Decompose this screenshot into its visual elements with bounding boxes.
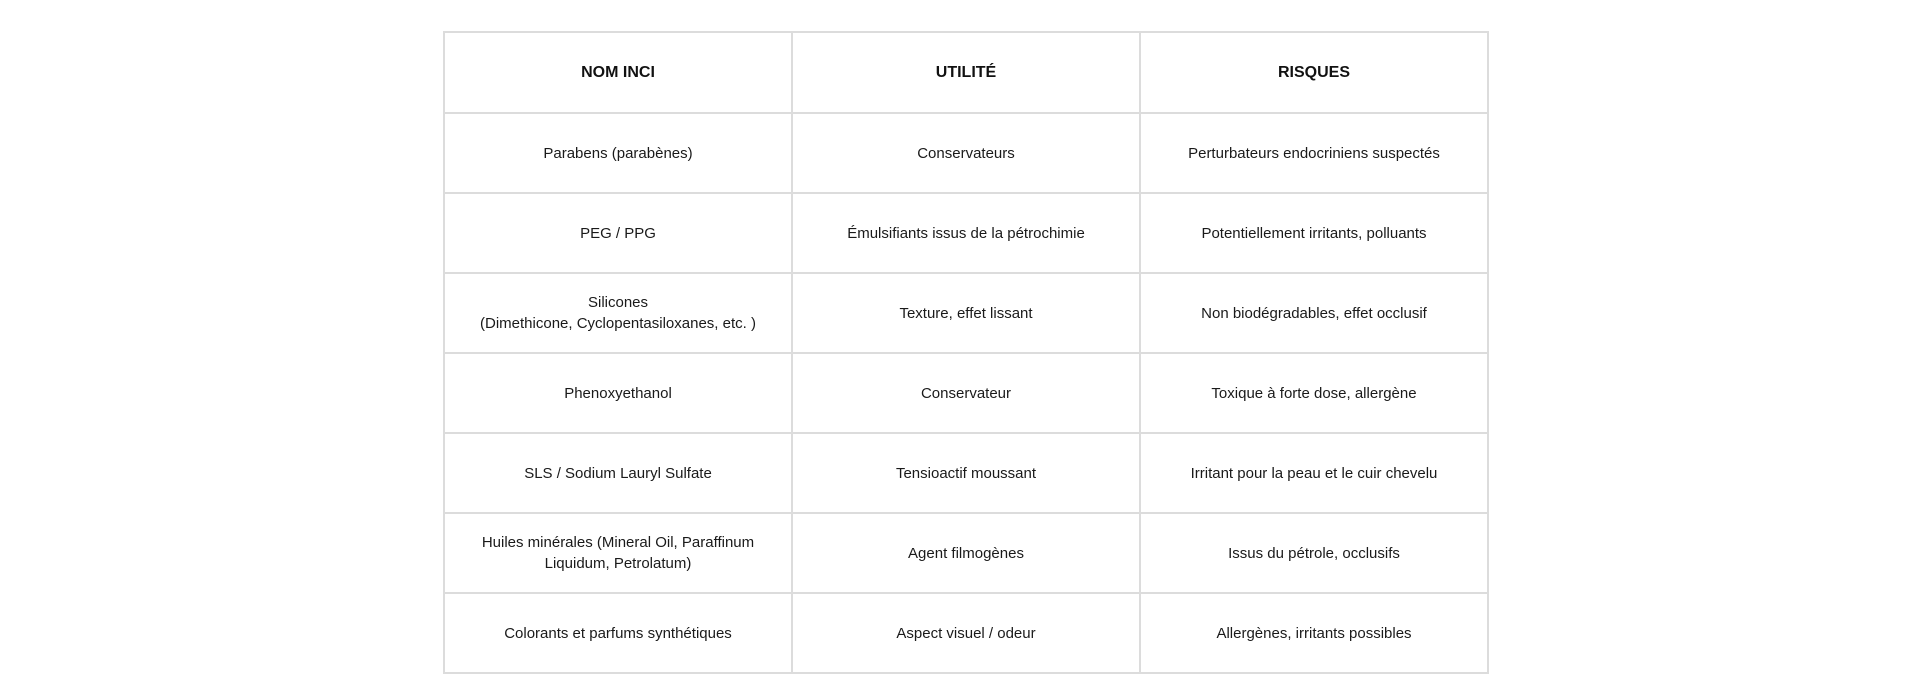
cell-utilite: Conservateur [792, 353, 1140, 433]
cell-text: PEG / PPG [580, 224, 656, 242]
table-row [444, 513, 1488, 593]
header-utilite: UTILITÉ [792, 32, 1140, 113]
ingredients-table [443, 31, 1489, 674]
table-row [444, 193, 1488, 273]
header-nom-inci: NOM INCI [444, 32, 792, 113]
cell-text: Liquidum, Petrolatum) [544, 555, 692, 572]
cell-text: Huiles minérales (Mineral Oil, Paraffinum [481, 534, 755, 551]
table-row [444, 353, 1488, 433]
cell-nom-inci [444, 273, 792, 353]
cell-text: Parabens (parabènes) [543, 144, 693, 162]
cell-text: Colorants et parfums synthétiques [504, 624, 732, 642]
header-risques: RISQUES [1140, 32, 1488, 113]
cell-utilite: Aspect visuel / odeur [792, 593, 1140, 673]
cell-risques: Allergènes, irritants possibles [1140, 593, 1488, 673]
table-row [444, 593, 1488, 673]
table-row [444, 273, 1488, 353]
cell-text: (Dimethicone, Cyclopentasiloxanes, etc. ) [480, 315, 756, 332]
cell-text: Silicones [587, 294, 649, 311]
cell-risques: Issus du pétrole, occlusifs [1140, 513, 1488, 593]
cell-text: SLS / Sodium Lauryl Sulfate [524, 464, 712, 482]
cell-risques: Perturbateurs endocriniens suspectés [1140, 113, 1488, 193]
cell-utilite: Conservateurs [792, 113, 1140, 193]
cell-utilite: Tensioactif moussant [792, 433, 1140, 513]
ingredients-table-container [443, 31, 1489, 674]
cell-risques: Toxique à forte dose, allergène [1140, 353, 1488, 433]
cell-nom-inci [444, 113, 792, 193]
cell-utilite: Texture, effet lissant [792, 273, 1140, 353]
cell-utilite: Agent filmogènes [792, 513, 1140, 593]
cell-nom-inci [444, 513, 792, 593]
cell-nom-inci [444, 193, 792, 273]
table-header-row [444, 32, 1488, 113]
table-row [444, 433, 1488, 513]
cell-nom-inci [444, 433, 792, 513]
cell-risques: Non biodégradables, effet occlusif [1140, 273, 1488, 353]
cell-utilite: Émulsifiants issus de la pétrochimie [792, 193, 1140, 273]
cell-risques: Potentiellement irritants, polluants [1140, 193, 1488, 273]
cell-nom-inci [444, 593, 792, 673]
cell-text: Phenoxyethanol [564, 384, 672, 402]
cell-nom-inci [444, 353, 792, 433]
cell-risques: Irritant pour la peau et le cuir chevelu [1140, 433, 1488, 513]
table-row [444, 113, 1488, 193]
